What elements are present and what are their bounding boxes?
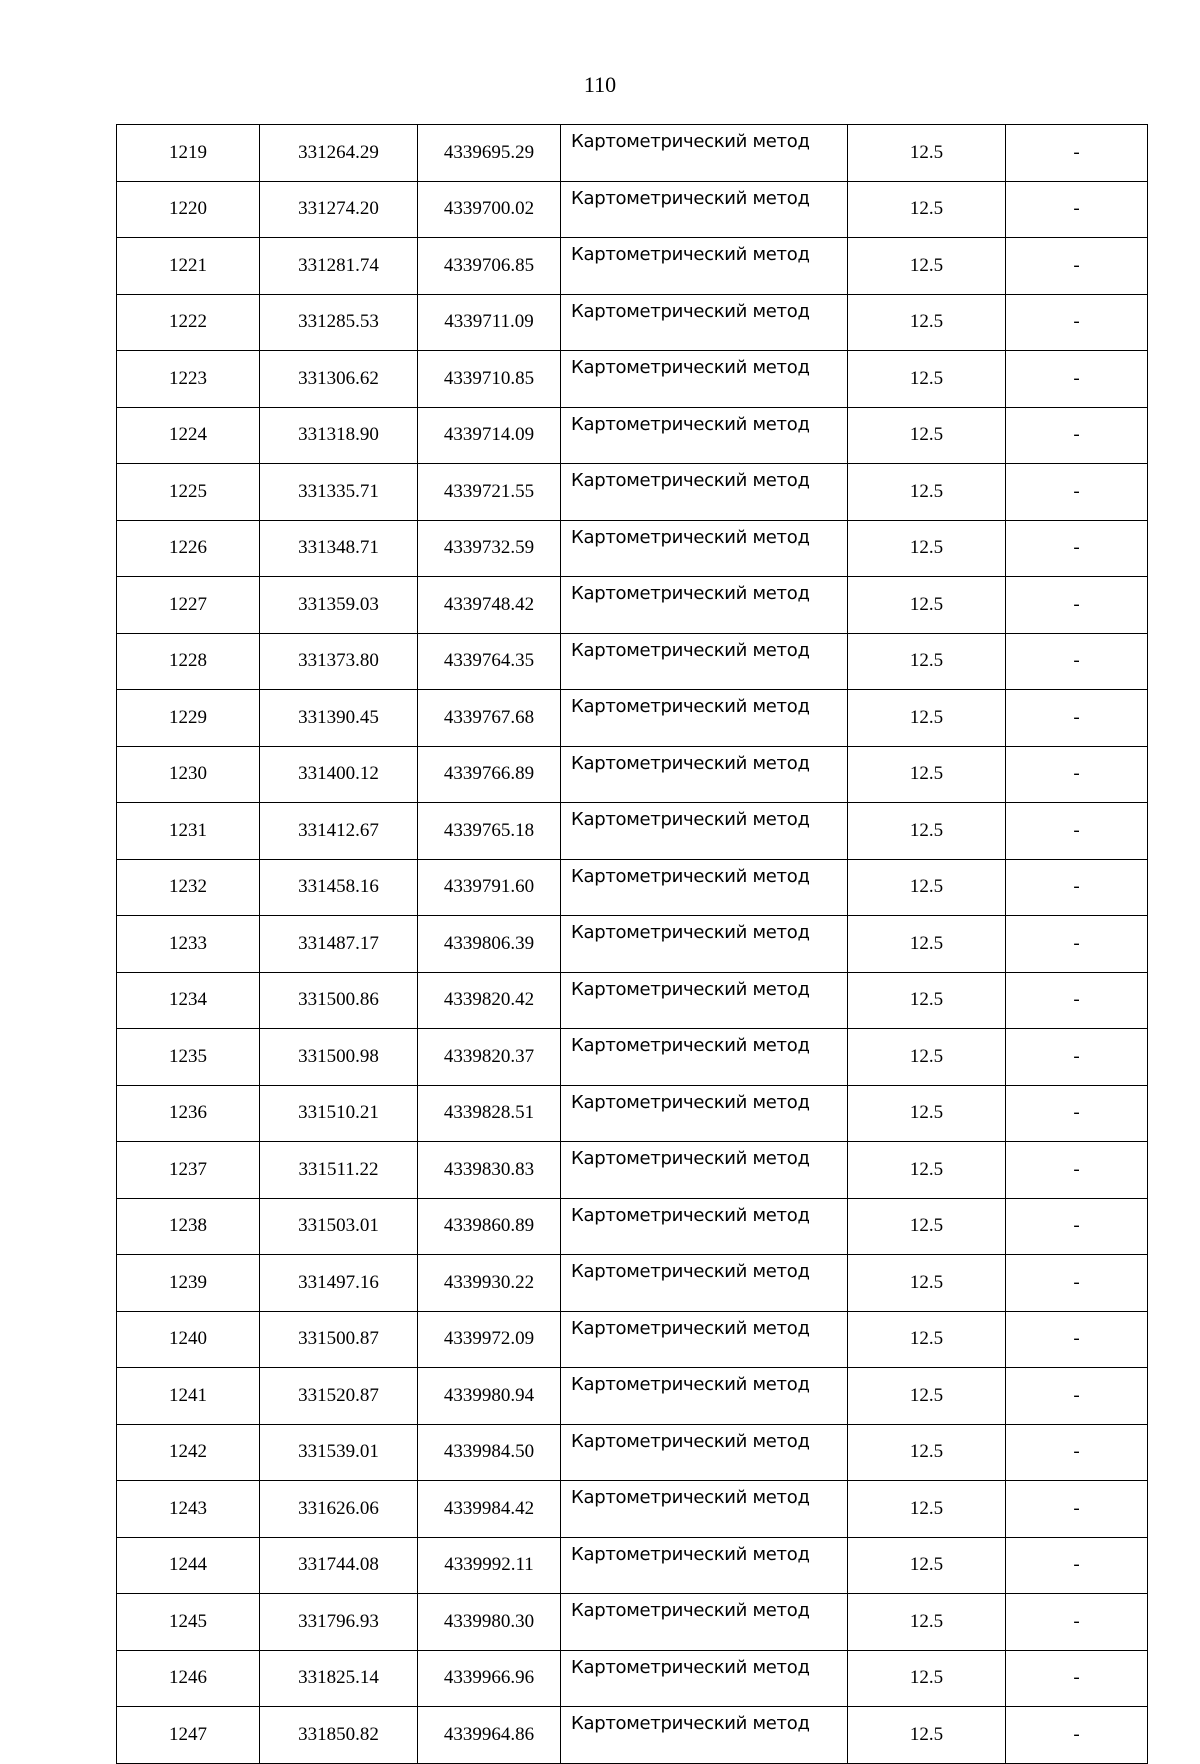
note-cell: - (1006, 1707, 1148, 1764)
method-cell: Картометрический метод (561, 181, 848, 238)
point-number-cell: 1227 (117, 577, 260, 634)
point-number-cell: 1232 (117, 859, 260, 916)
method-cell: Картометрический метод (561, 238, 848, 295)
table-row (117, 916, 1148, 973)
y-coordinate-cell: 4339710.85 (418, 351, 561, 408)
x-coordinate-cell: 331796.93 (260, 1594, 418, 1651)
table-row (117, 803, 1148, 860)
accuracy-cell: 12.5 (848, 407, 1006, 464)
accuracy-cell: 12.5 (848, 1142, 1006, 1199)
x-coordinate-cell: 331335.71 (260, 464, 418, 521)
point-number-cell: 1226 (117, 520, 260, 577)
accuracy-cell: 12.5 (848, 746, 1006, 803)
method-cell: Картометрический метод (561, 972, 848, 1029)
x-coordinate-cell: 331503.01 (260, 1198, 418, 1255)
method-cell: Картометрический метод (561, 1707, 848, 1764)
x-coordinate-cell: 331500.86 (260, 972, 418, 1029)
y-coordinate-cell: 4339806.39 (418, 916, 561, 973)
x-coordinate-cell: 331348.71 (260, 520, 418, 577)
table-row (117, 1594, 1148, 1651)
x-coordinate-cell: 331520.87 (260, 1368, 418, 1425)
x-coordinate-cell: 331264.29 (260, 125, 418, 182)
method-cell: Картометрический метод (561, 520, 848, 577)
method-cell: Картометрический метод (561, 1368, 848, 1425)
method-cell: Картометрический метод (561, 1311, 848, 1368)
note-cell: - (1006, 1424, 1148, 1481)
note-cell: - (1006, 520, 1148, 577)
y-coordinate-cell: 4339830.83 (418, 1142, 561, 1199)
y-coordinate-cell: 4339721.55 (418, 464, 561, 521)
point-number-cell: 1244 (117, 1537, 260, 1594)
accuracy-cell: 12.5 (848, 972, 1006, 1029)
y-coordinate-cell: 4339820.37 (418, 1029, 561, 1086)
y-coordinate-cell: 4339828.51 (418, 1085, 561, 1142)
y-coordinate-cell: 4339984.50 (418, 1424, 561, 1481)
table-row (117, 125, 1148, 182)
note-cell: - (1006, 1368, 1148, 1425)
y-coordinate-cell: 4339860.89 (418, 1198, 561, 1255)
point-number-cell: 1243 (117, 1481, 260, 1538)
method-cell: Картометрический метод (561, 125, 848, 182)
accuracy-cell: 12.5 (848, 1311, 1006, 1368)
accuracy-cell: 12.5 (848, 1198, 1006, 1255)
point-number-cell: 1242 (117, 1424, 260, 1481)
accuracy-cell: 12.5 (848, 1707, 1006, 1764)
page-number: 110 (583, 72, 617, 97)
y-coordinate-cell: 4339966.96 (418, 1650, 561, 1707)
point-number-cell: 1235 (117, 1029, 260, 1086)
x-coordinate-cell: 331281.74 (260, 238, 418, 295)
note-cell: - (1006, 1650, 1148, 1707)
x-coordinate-cell: 331497.16 (260, 1255, 418, 1312)
x-coordinate-cell: 331318.90 (260, 407, 418, 464)
accuracy-cell: 12.5 (848, 633, 1006, 690)
table-row (117, 1481, 1148, 1538)
table-row (117, 1198, 1148, 1255)
table-row (117, 633, 1148, 690)
x-coordinate-cell: 331458.16 (260, 859, 418, 916)
note-cell: - (1006, 1142, 1148, 1199)
table-row (117, 238, 1148, 295)
note-cell: - (1006, 1594, 1148, 1651)
coordinates-table (116, 124, 1148, 1764)
accuracy-cell: 12.5 (848, 181, 1006, 238)
x-coordinate-cell: 331500.98 (260, 1029, 418, 1086)
accuracy-cell: 12.5 (848, 803, 1006, 860)
x-coordinate-cell: 331487.17 (260, 916, 418, 973)
accuracy-cell: 12.5 (848, 916, 1006, 973)
method-cell: Картометрический метод (561, 803, 848, 860)
accuracy-cell: 12.5 (848, 1424, 1006, 1481)
accuracy-cell: 12.5 (848, 125, 1006, 182)
note-cell: - (1006, 746, 1148, 803)
accuracy-cell: 12.5 (848, 1537, 1006, 1594)
table-row (117, 1029, 1148, 1086)
note-cell: - (1006, 407, 1148, 464)
point-number-cell: 1237 (117, 1142, 260, 1199)
table-row (117, 746, 1148, 803)
table-row (117, 690, 1148, 747)
accuracy-cell: 12.5 (848, 1368, 1006, 1425)
accuracy-cell: 12.5 (848, 1029, 1006, 1086)
table-row (117, 294, 1148, 351)
x-coordinate-cell: 331539.01 (260, 1424, 418, 1481)
x-coordinate-cell: 331390.45 (260, 690, 418, 747)
method-cell: Картометрический метод (561, 1142, 848, 1199)
note-cell: - (1006, 1537, 1148, 1594)
point-number-cell: 1238 (117, 1198, 260, 1255)
point-number-cell: 1225 (117, 464, 260, 521)
point-number-cell: 1221 (117, 238, 260, 295)
note-cell: - (1006, 294, 1148, 351)
method-cell: Картометрический метод (561, 1029, 848, 1086)
note-cell: - (1006, 238, 1148, 295)
y-coordinate-cell: 4339980.94 (418, 1368, 561, 1425)
method-cell: Картометрический метод (561, 1537, 848, 1594)
note-cell: - (1006, 464, 1148, 521)
method-cell: Картометрический метод (561, 690, 848, 747)
accuracy-cell: 12.5 (848, 577, 1006, 634)
accuracy-cell: 12.5 (848, 238, 1006, 295)
table-row (117, 1255, 1148, 1312)
table-row (117, 1142, 1148, 1199)
table-row (117, 972, 1148, 1029)
point-number-cell: 1220 (117, 181, 260, 238)
point-number-cell: 1241 (117, 1368, 260, 1425)
accuracy-cell: 12.5 (848, 1255, 1006, 1312)
note-cell: - (1006, 690, 1148, 747)
table-row (117, 577, 1148, 634)
method-cell: Картометрический метод (561, 633, 848, 690)
method-cell: Картометрический метод (561, 1481, 848, 1538)
point-number-cell: 1236 (117, 1085, 260, 1142)
table-row (117, 1650, 1148, 1707)
note-cell: - (1006, 1198, 1148, 1255)
note-cell: - (1006, 181, 1148, 238)
note-cell: - (1006, 1085, 1148, 1142)
point-number-cell: 1246 (117, 1650, 260, 1707)
x-coordinate-cell: 331626.06 (260, 1481, 418, 1538)
accuracy-cell: 12.5 (848, 1650, 1006, 1707)
x-coordinate-cell: 331306.62 (260, 351, 418, 408)
x-coordinate-cell: 331285.53 (260, 294, 418, 351)
y-coordinate-cell: 4339765.18 (418, 803, 561, 860)
table-row (117, 1424, 1148, 1481)
x-coordinate-cell: 331850.82 (260, 1707, 418, 1764)
method-cell: Картометрический метод (561, 407, 848, 464)
accuracy-cell: 12.5 (848, 1594, 1006, 1651)
y-coordinate-cell: 4339748.42 (418, 577, 561, 634)
y-coordinate-cell: 4339930.22 (418, 1255, 561, 1312)
note-cell: - (1006, 1029, 1148, 1086)
y-coordinate-cell: 4339980.30 (418, 1594, 561, 1651)
table-row (117, 1368, 1148, 1425)
point-number-cell: 1224 (117, 407, 260, 464)
y-coordinate-cell: 4339711.09 (418, 294, 561, 351)
method-cell: Картометрический метод (561, 1198, 848, 1255)
accuracy-cell: 12.5 (848, 351, 1006, 408)
x-coordinate-cell: 331500.87 (260, 1311, 418, 1368)
note-cell: - (1006, 803, 1148, 860)
table-row (117, 1707, 1148, 1764)
table-row (117, 1085, 1148, 1142)
table-body (117, 125, 1148, 1764)
method-cell: Картометрический метод (561, 1594, 848, 1651)
method-cell: Картометрический метод (561, 1255, 848, 1312)
note-cell: - (1006, 125, 1148, 182)
method-cell: Картометрический метод (561, 464, 848, 521)
table-row (117, 859, 1148, 916)
y-coordinate-cell: 4339972.09 (418, 1311, 561, 1368)
accuracy-cell: 12.5 (848, 464, 1006, 521)
y-coordinate-cell: 4339767.68 (418, 690, 561, 747)
accuracy-cell: 12.5 (848, 859, 1006, 916)
y-coordinate-cell: 4339820.42 (418, 972, 561, 1029)
y-coordinate-cell: 4339764.35 (418, 633, 561, 690)
point-number-cell: 1239 (117, 1255, 260, 1312)
y-coordinate-cell: 4339766.89 (418, 746, 561, 803)
method-cell: Картометрический метод (561, 859, 848, 916)
x-coordinate-cell: 331511.22 (260, 1142, 418, 1199)
accuracy-cell: 12.5 (848, 520, 1006, 577)
note-cell: - (1006, 351, 1148, 408)
x-coordinate-cell: 331412.67 (260, 803, 418, 860)
table-row (117, 1311, 1148, 1368)
point-number-cell: 1223 (117, 351, 260, 408)
note-cell: - (1006, 633, 1148, 690)
note-cell: - (1006, 1255, 1148, 1312)
point-number-cell: 1245 (117, 1594, 260, 1651)
table-row (117, 351, 1148, 408)
method-cell: Картометрический метод (561, 577, 848, 634)
accuracy-cell: 12.5 (848, 690, 1006, 747)
x-coordinate-cell: 331744.08 (260, 1537, 418, 1594)
table-row (117, 1537, 1148, 1594)
x-coordinate-cell: 331400.12 (260, 746, 418, 803)
note-cell: - (1006, 916, 1148, 973)
y-coordinate-cell: 4339706.85 (418, 238, 561, 295)
y-coordinate-cell: 4339700.02 (418, 181, 561, 238)
y-coordinate-cell: 4339732.59 (418, 520, 561, 577)
table-row (117, 181, 1148, 238)
note-cell: - (1006, 577, 1148, 634)
point-number-cell: 1240 (117, 1311, 260, 1368)
y-coordinate-cell: 4339964.86 (418, 1707, 561, 1764)
table-row (117, 464, 1148, 521)
y-coordinate-cell: 4339695.29 (418, 125, 561, 182)
y-coordinate-cell: 4339791.60 (418, 859, 561, 916)
x-coordinate-cell: 331825.14 (260, 1650, 418, 1707)
point-number-cell: 1233 (117, 916, 260, 973)
point-number-cell: 1219 (117, 125, 260, 182)
note-cell: - (1006, 1481, 1148, 1538)
method-cell: Картометрический метод (561, 1650, 848, 1707)
point-number-cell: 1231 (117, 803, 260, 860)
point-number-cell: 1228 (117, 633, 260, 690)
y-coordinate-cell: 4339714.09 (418, 407, 561, 464)
x-coordinate-cell: 331510.21 (260, 1085, 418, 1142)
method-cell: Картометрический метод (561, 1424, 848, 1481)
note-cell: - (1006, 1311, 1148, 1368)
point-number-cell: 1222 (117, 294, 260, 351)
point-number-cell: 1229 (117, 690, 260, 747)
y-coordinate-cell: 4339992.11 (418, 1537, 561, 1594)
x-coordinate-cell: 331359.03 (260, 577, 418, 634)
method-cell: Картометрический метод (561, 351, 848, 408)
note-cell: - (1006, 859, 1148, 916)
method-cell: Картометрический метод (561, 746, 848, 803)
accuracy-cell: 12.5 (848, 1085, 1006, 1142)
accuracy-cell: 12.5 (848, 1481, 1006, 1538)
method-cell: Картометрический метод (561, 1085, 848, 1142)
accuracy-cell: 12.5 (848, 294, 1006, 351)
x-coordinate-cell: 331373.80 (260, 633, 418, 690)
table-row (117, 407, 1148, 464)
point-number-cell: 1234 (117, 972, 260, 1029)
method-cell: Картометрический метод (561, 294, 848, 351)
note-cell: - (1006, 972, 1148, 1029)
y-coordinate-cell: 4339984.42 (418, 1481, 561, 1538)
x-coordinate-cell: 331274.20 (260, 181, 418, 238)
table-row (117, 520, 1148, 577)
point-number-cell: 1247 (117, 1707, 260, 1764)
method-cell: Картометрический метод (561, 916, 848, 973)
point-number-cell: 1230 (117, 746, 260, 803)
